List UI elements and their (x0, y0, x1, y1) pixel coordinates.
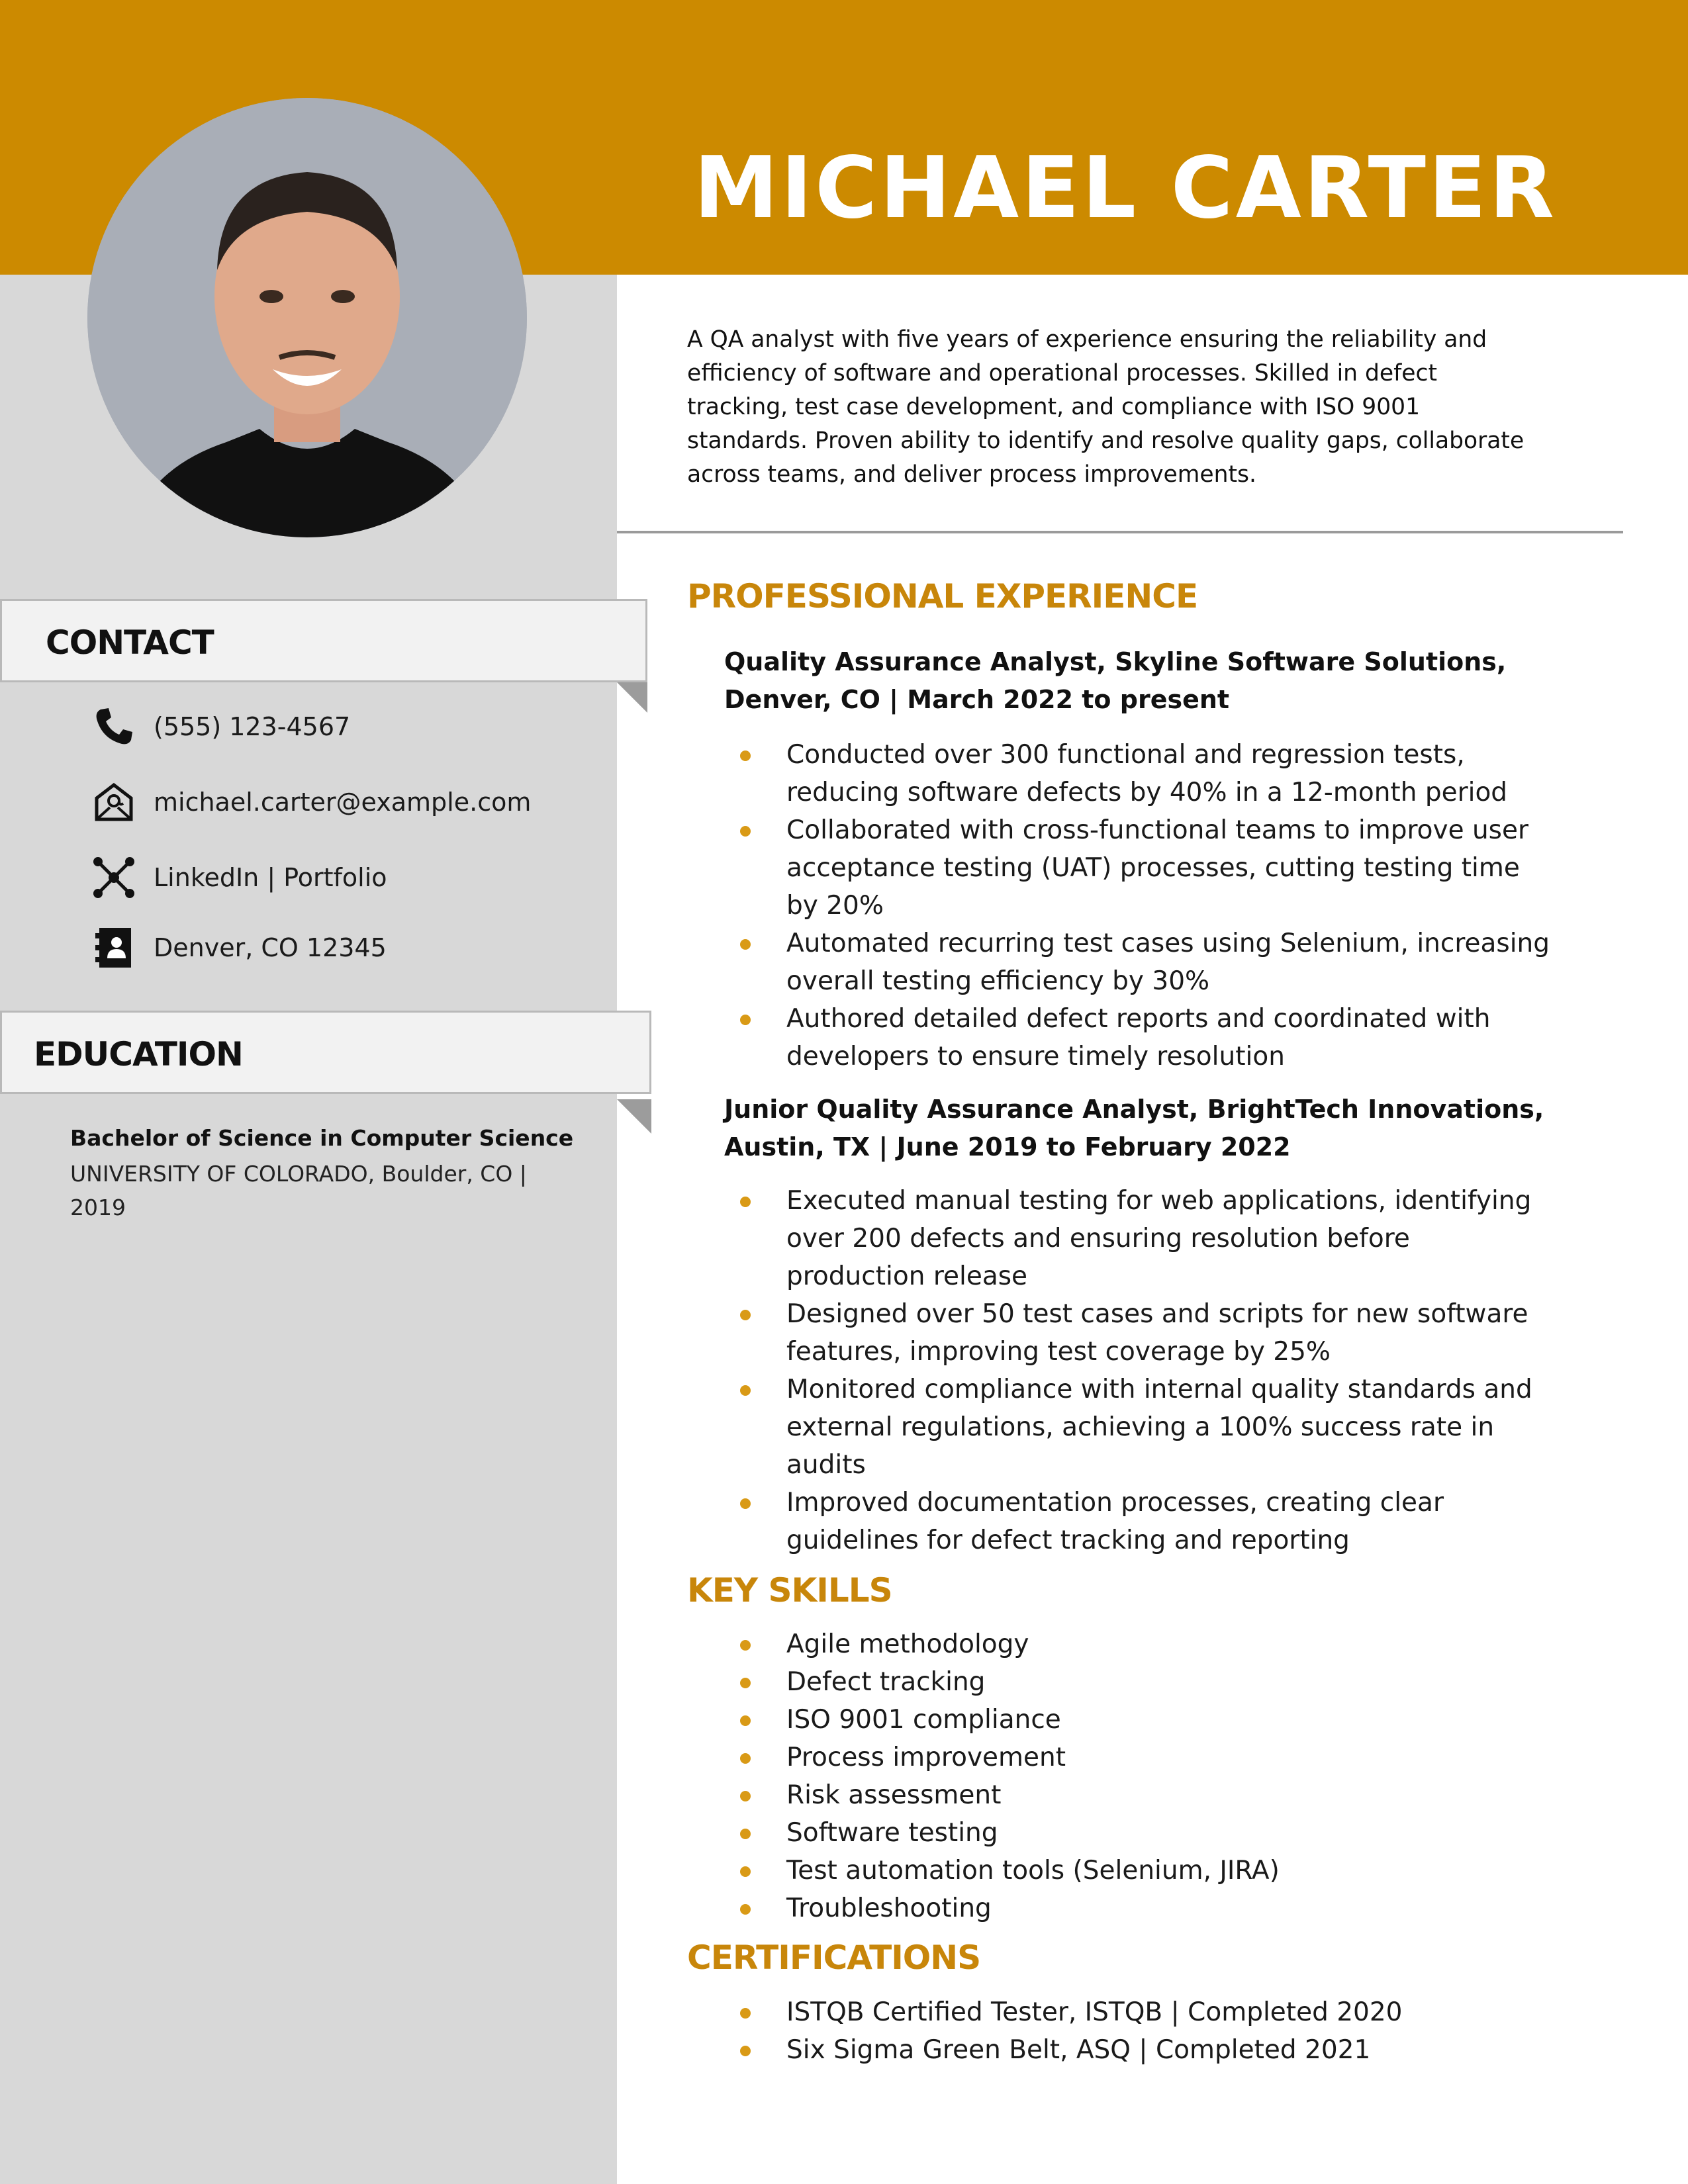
phone-icon (93, 705, 135, 748)
list-item: Defect tracking (740, 1663, 1554, 1701)
contact-heading: CONTACT (46, 623, 214, 662)
list-item: Collaborated with cross-functional teams to improve user acceptance testing (UAT) processes, cutting testing time by 20% (740, 811, 1554, 925)
list-item: Software testing (740, 1814, 1554, 1852)
certifications-heading: CERTIFICATIONS (687, 1938, 981, 1977)
list-item: Authored detailed defect reports and coordinated with developers to ensure timely resolution (740, 1000, 1554, 1075)
profile-photo (87, 98, 527, 537)
contact-banner (0, 599, 647, 682)
list-item: Conducted over 300 functional and regression tests, reducing software defects by 40% in a 12-month period (740, 736, 1554, 811)
email-icon (93, 781, 135, 823)
linkedin-portfolio-links[interactable]: LinkedIn | Portfolio (154, 863, 387, 892)
education-banner-fold (617, 1099, 651, 1134)
job-bullets (740, 1182, 1554, 1559)
list-item: Improved documentation processes, creating clear guidelines for defect tracking and reporting (740, 1484, 1554, 1559)
list-item: Test automation tools (Selenium, JIRA) (740, 1852, 1554, 1889)
list-item: Executed manual testing for web applications, identifying over 200 defects and ensuring resolution before production release (740, 1182, 1554, 1295)
list-item: Risk assessment (740, 1776, 1554, 1814)
skills-heading: KEY SKILLS (687, 1571, 892, 1610)
list-item: Monitored compliance with internal quality standards and external regulations, achieving a 100% success rate in audits (740, 1371, 1554, 1484)
education-school: UNIVERSITY OF COLORADO, Boulder, CO | 2019 (70, 1161, 527, 1220)
network-icon (93, 856, 135, 899)
job-heading: Junior Quality Assurance Analyst, BrightTech Innovations, Austin, TX | June 2019 to February 2022 (724, 1095, 1544, 1161)
profile-photo-illustration (87, 98, 527, 537)
list-item: ISO 9001 compliance (740, 1701, 1554, 1739)
list-item: Process improvement (740, 1739, 1554, 1776)
list-item: Agile methodology (740, 1625, 1554, 1663)
education-heading: EDUCATION (34, 1035, 243, 1073)
education-degree: Bachelor of Science in Computer Science (70, 1125, 574, 1151)
list-item: Six Sigma Green Belt, ASQ | Completed 2021 (740, 2031, 1554, 2069)
candidate-name: MICHAEL CARTER (694, 139, 1557, 238)
professional-summary: A QA analyst with five years of experience ensuring the reliability and efficiency of software and operational processes. Skilled in defect tracking, test case development, and compliance with ISO 9001 standards. Proven ability to identify and resolve quality gaps, collaborate across teams, and deliver process improvements. (687, 326, 1524, 488)
job-heading: Quality Assurance Analyst, Skyline Software Solutions, Denver, CO | March 2022 to present (724, 647, 1507, 714)
education-banner (0, 1011, 651, 1094)
job-bullets (740, 736, 1554, 1075)
list-item: ISTQB Certified Tester, ISTQB | Completed 2020 (740, 1993, 1554, 2031)
list-item: Troubleshooting (740, 1889, 1554, 1927)
phone-number[interactable]: (555) 123-4567 (154, 712, 351, 741)
list-item: Designed over 50 test cases and scripts for new software features, improving test coverage by 25% (740, 1295, 1554, 1371)
list-item: Automated recurring test cases using Selenium, increasing overall testing efficiency by 30% (740, 925, 1554, 1000)
contact-banner-fold (617, 682, 647, 713)
location: Denver, CO 12345 (154, 933, 387, 962)
email-address[interactable]: michael.carter@example.com (154, 788, 532, 817)
sidebar (0, 275, 617, 2184)
certifications-list (740, 1993, 1554, 2069)
experience-heading: PROFESSIONAL EXPERIENCE (687, 577, 1198, 615)
skills-list (740, 1625, 1554, 1927)
section-divider (617, 531, 1623, 533)
address-book-icon (93, 927, 135, 969)
